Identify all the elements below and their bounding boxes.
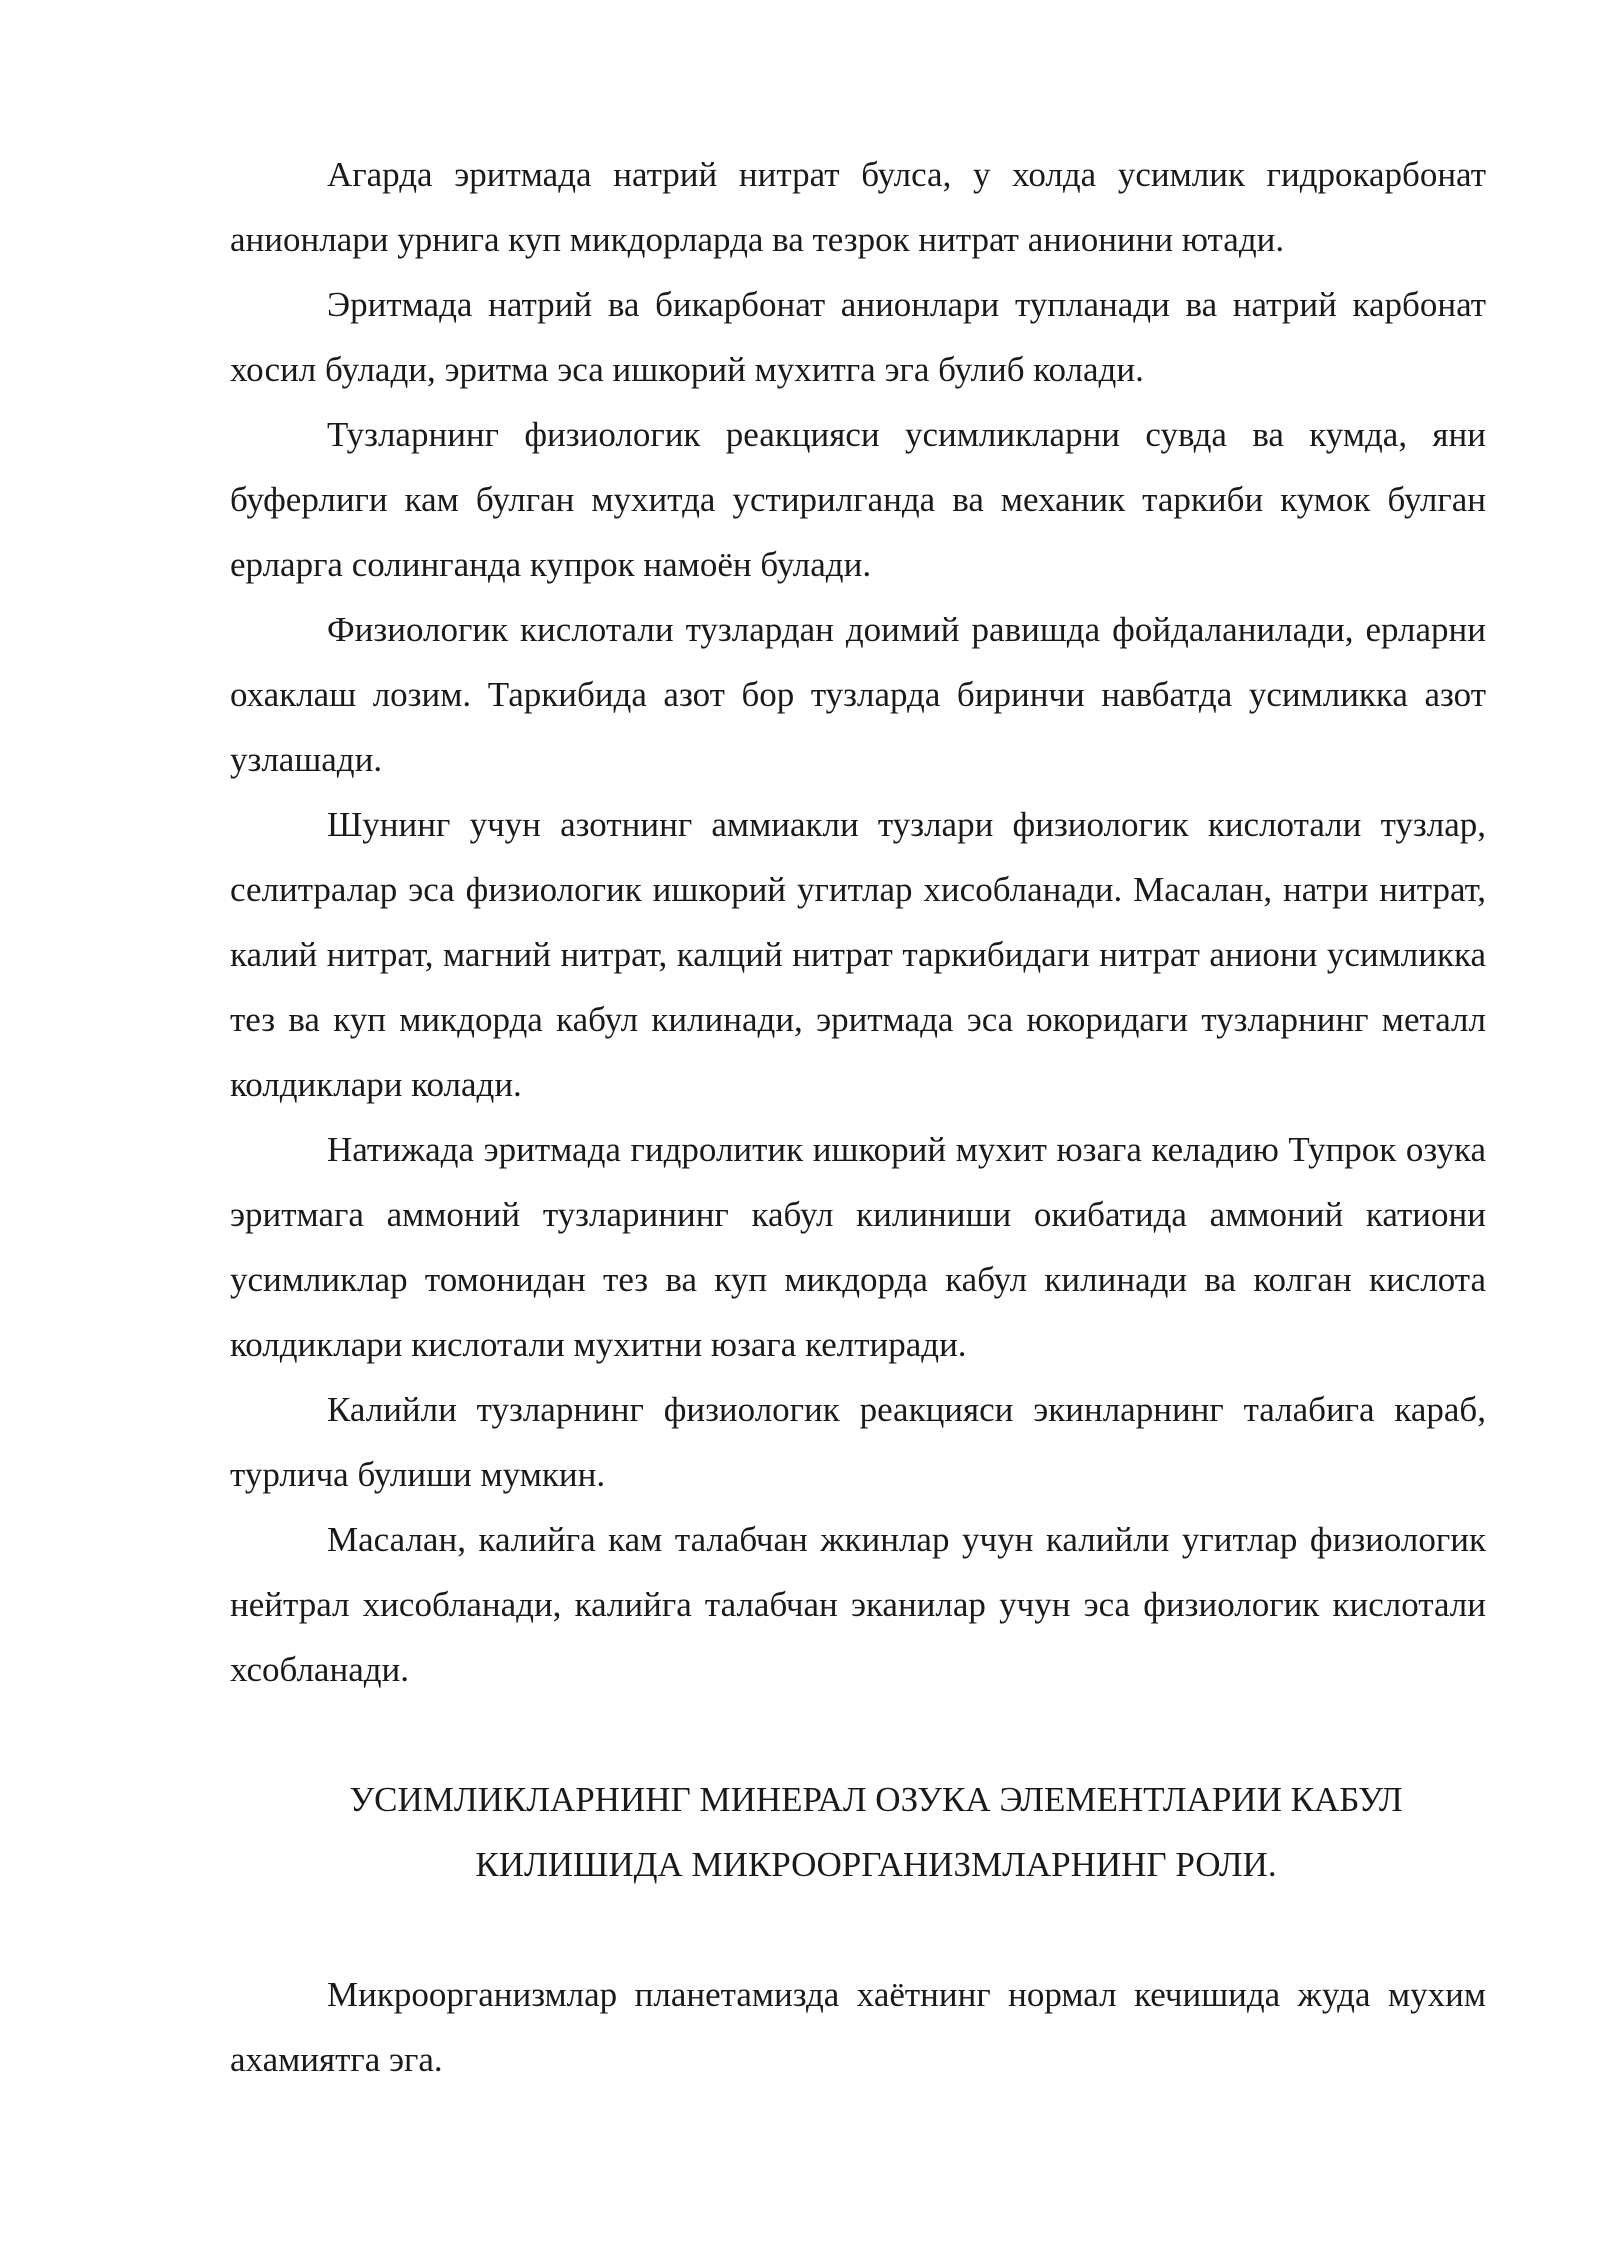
paragraph-3: Тузларнинг физиологик реакцияси усимликларни сувда ва кумда, яни буферлиги кам булган мухитда устирилганда ва механик таркиби кумок булган ерларга солинганда купрок намоён булади.	[230, 415, 1486, 584]
paragraph-5: Шунинг учун азотнинг аммиакли тузлари физиологик кислотали тузлар, селитралар эса физиологик ишкорий угитлар хисобланади. Масалан, натри нитрат, калий нитрат, магний нитрат, калций нитрат таркибидаги нитрат аниони усимликка тез ва куп микдорда кабул килинади, эритмада эса юкоридаги тузларнинг металл колдиклари колади.	[230, 805, 1486, 1104]
section-heading-line-2: КИЛИШИДА МИКРООРГАНИЗМЛАРНИНГ РОЛИ.	[475, 1845, 1277, 1884]
section-heading	[230, 1767, 1486, 1897]
paragraph-after-heading: Микроорганизмлар планетамизда хаётнинг нормал кечишида жуда мухим ахамиятга эга.	[230, 1975, 1486, 2079]
document-body	[230, 142, 1486, 2092]
paragraph-2: Эритмада натрий ва бикарбонат анионлари тупланади ва натрий карбонат хосил булади, эритма эса ишкорий мухитга эга булиб колади.	[230, 285, 1486, 389]
paragraph-7: Калийли тузларнинг физиологик реакцияси экинларнинг талабига караб, турлича булиши мумкин.	[230, 1390, 1486, 1494]
paragraph-6: Натижада эритмада гидролитик ишкорий мухит юзага келадию Тупрок озука эритмага аммоний тузларининг кабул килиниши окибатида аммоний катиони усимликлар томонидан тез ва куп микдорда кабул килинади ва колган кислота колдиклари кислотали мухитни юзага келтиради.	[230, 1130, 1486, 1364]
paragraph-8: Масалан, калийга кам талабчан жкинлар учун калийли угитлар физиологик нейтрал хисобланади, калийга талабчан эканилар учун эса физиологик кислотали хсобланади.	[230, 1520, 1486, 1689]
section-heading-line-1: УСИМЛИКЛАРНИНГ МИНЕРАЛ ОЗУКА ЭЛЕМЕНТЛАРИИ КАБУЛ	[349, 1780, 1403, 1819]
paragraph-4: Физиологик кислотали тузлардан доимий равишда фойдаланилади, ерларни охаклаш лозим. Таркибида азот бор тузларда биринчи навбатда усимликка азот узлашади.	[230, 610, 1486, 779]
paragraph-1: Агарда эритмада натрий нитрат булса, у холда усимлик гидрокарбонат анионлари урнига куп микдорларда ва тезрок нитрат анионини ютади.	[230, 155, 1486, 259]
